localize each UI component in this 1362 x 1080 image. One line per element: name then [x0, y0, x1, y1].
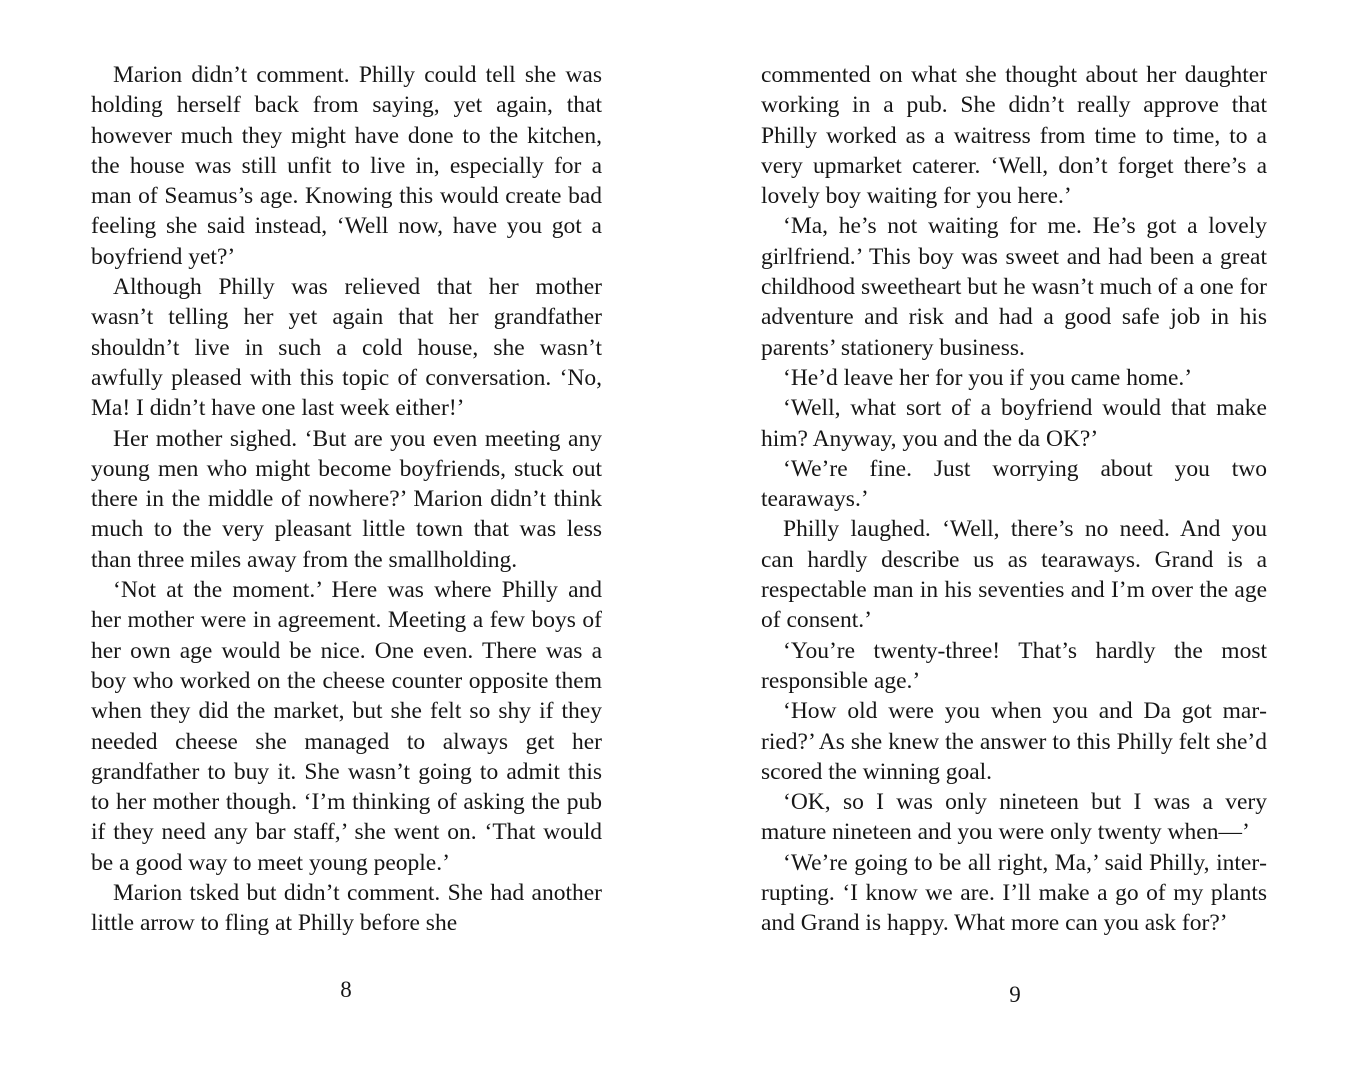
paragraph: ‘OK, so I was only nineteen but I was a very mature nineteen and you were only twenty when—’	[761, 789, 1267, 846]
paragraph: ‘How old were you when you and Da got married?’ As she knew the answer to this Philly felt she’d scored the winning goal.	[761, 698, 1267, 785]
page-number-left: 8	[340, 977, 352, 1002]
page-number-right: 9	[1009, 982, 1021, 1007]
paragraph: ‘He’d leave her for you if you came home.’	[783, 364, 1193, 391]
right-page-text	[761, 60, 1267, 939]
paragraph-continued: commented on what she thought about her daughter working in a pub. She didn’t really approve that Philly worked as a waitress from time to time, to a very upmarket caterer. ‘Well, don’t forget there’s a lovely boy waiting for you here.’	[761, 62, 1267, 210]
paragraph: ‘You’re twenty-three! That’s hardly the most responsible age.’	[761, 637, 1267, 694]
paragraph: Marion didn’t comment. Philly could tell she was holding herself back from saying, yet again, that however much they might have done to the kitchen, the house was still unfit to live in, especially for a man of Seamus’s age. Knowing this would create bad feeling she said instead, ‘Well now, have you got a boyfriend yet?’	[91, 62, 602, 270]
paragraph: Her mother sighed. ‘But are you even meeting any young men who might become boyfriends, stuck out there in the middle of nowhere?’ Marion didn’t think much to the very pleasant little town that was less than three miles away from the smallholding.	[91, 425, 602, 573]
left-page-text	[91, 60, 602, 939]
paragraph: ‘Well, what sort of a boyfriend would that make him? Anyway, you and the da OK?’	[761, 395, 1267, 452]
paragraph: ‘We’re going to be all right, Ma,’ said Philly, interrupting. ‘I know we are. I’ll make a go of my plants and Grand is happy. What more can you ask for?’	[761, 849, 1267, 937]
paragraph: ‘Ma, he’s not waiting for me. He’s got a lovely girlfriend.’ This boy was sweet and had been a great childhood sweetheart but he wasn’t much of a one for adventure and risk and had a good safe job in his parents’ stationery business.	[761, 213, 1267, 361]
right-page	[681, 0, 1362, 1080]
paragraph: ‘Not at the moment.’ Here was where Philly and her mother were in agreement. Meeting a few boys of her own age would be nice. One even. There was a boy who worked on the cheese counter opposite them when they did the market, but she felt so shy if they needed cheese she managed to always get her grandfather to buy it. She wasn’t going to admit this to her mother though. ‘I’m thinking of asking the pub if they need any bar staff,’ she went on. ‘That would be a good way to meet young people.’	[91, 577, 602, 876]
paragraph: Although Philly was relieved that her mother wasn’t telling her yet again that her grandfather shouldn’t live in such a cold house, she wasn’t awfully pleased with this topic of conversation. ‘No, Ma! I didn’t have one last week either!’	[91, 274, 602, 422]
paragraph: Marion tsked but didn’t comment. She had another little arrow to fling at Philly before she	[91, 880, 602, 937]
paragraph: Philly laughed. ‘Well, there’s no need. And you can hardly describe us as tearaways. Grand is a respectable man in his seventies and I’m over the age of consent.’	[761, 516, 1267, 634]
paragraph: ‘We’re fine. Just worrying about you two tearaways.’	[761, 455, 1267, 513]
